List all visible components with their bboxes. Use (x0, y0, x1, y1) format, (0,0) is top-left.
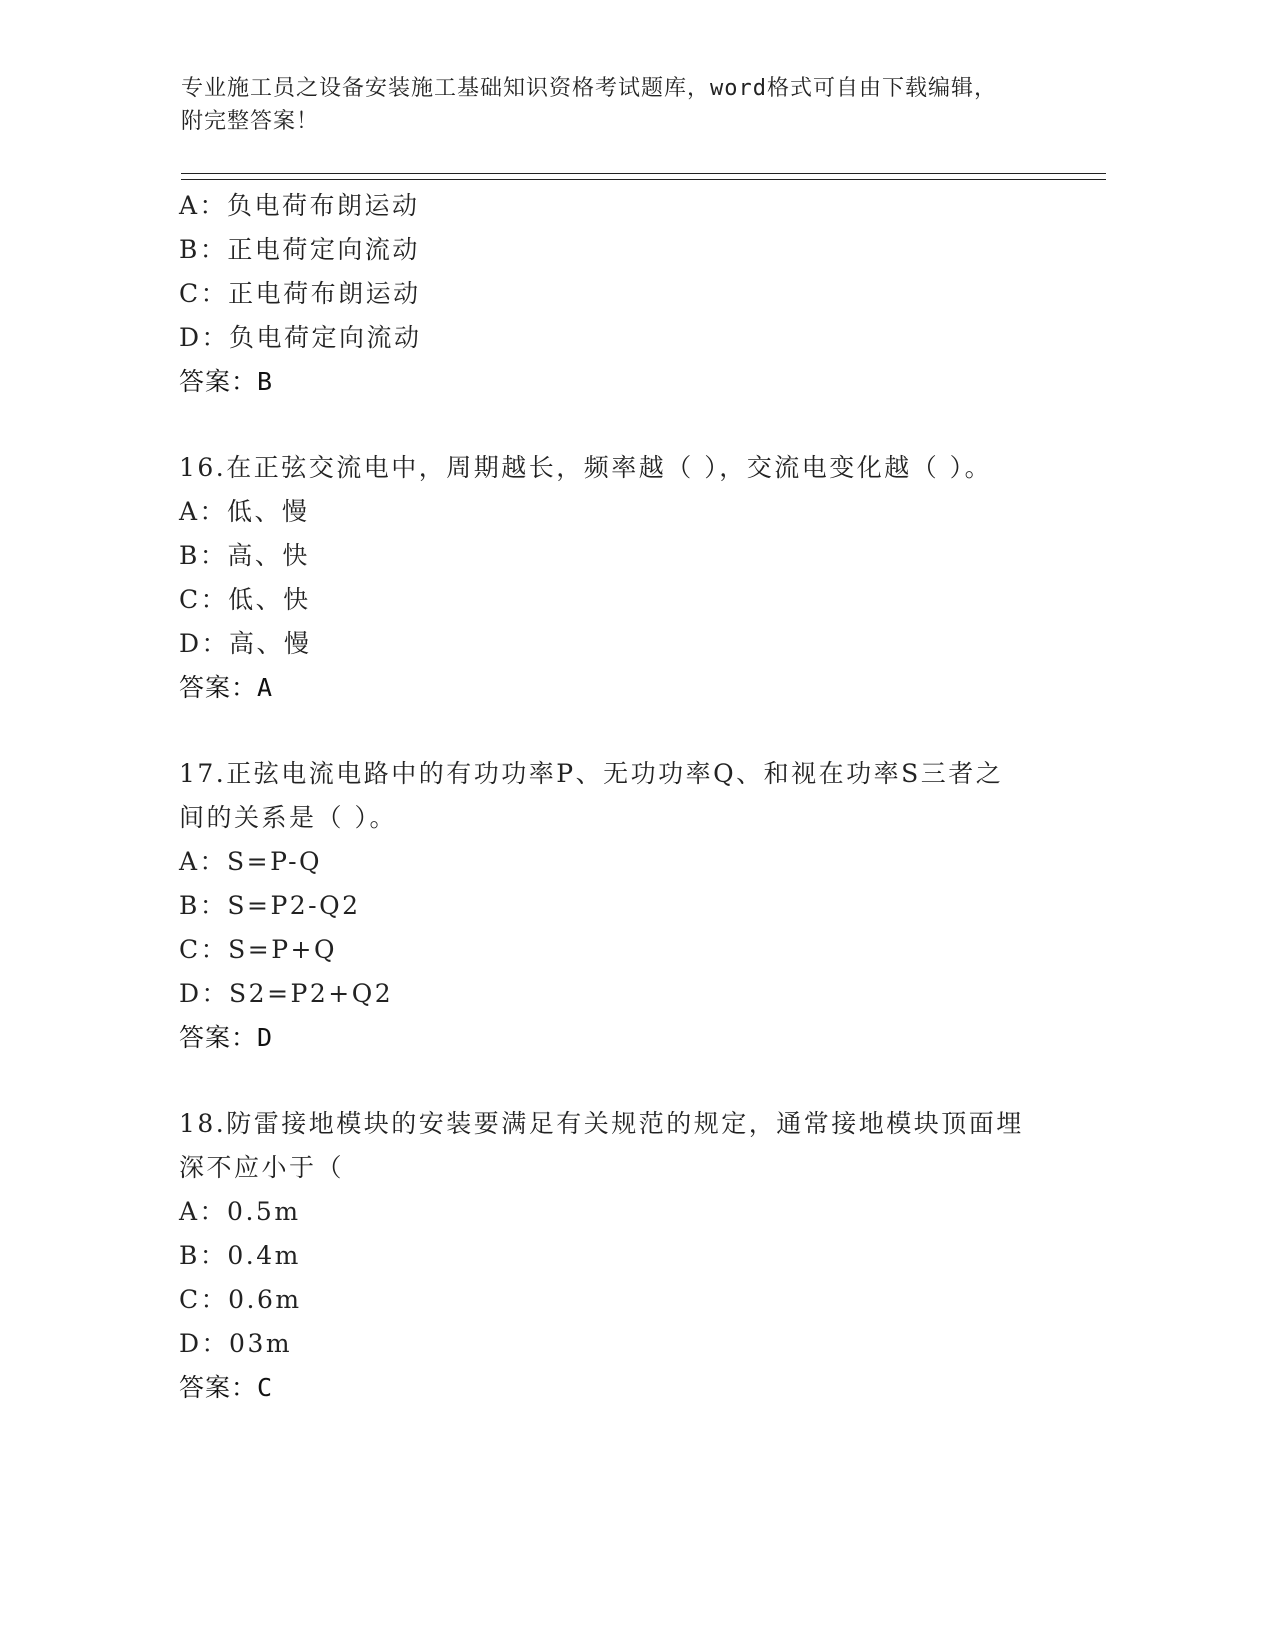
question-block-17 (179, 752, 1059, 1060)
option-a: A：S=P-Q (179, 847, 323, 876)
option-d: D：负电荷定向流动 (179, 323, 422, 352)
question-list (179, 184, 1059, 1410)
option-c: C：正电荷布朗运动 (179, 279, 421, 308)
question-block-15 (179, 184, 1059, 404)
document-header (181, 72, 1061, 138)
option-b: B：高、快 (179, 541, 310, 570)
question-text: 16.在正弦交流电中，周期越长，频率越（ ），交流电变化越（ ）。 (179, 453, 993, 482)
option-b: B：0.4m (179, 1241, 301, 1270)
option-a: A：0.5m (179, 1197, 301, 1226)
option-d: D：S2=P2+Q2 (179, 979, 394, 1008)
option-b: B：正电荷定向流动 (179, 235, 420, 264)
option-c: C：低、快 (179, 585, 311, 614)
header-rule-bottom (181, 179, 1106, 180)
answer-line: 答案：D (179, 1023, 274, 1052)
option-a: A：负电荷布朗运动 (179, 191, 420, 220)
answer-line: 答案：B (179, 367, 274, 396)
header-line-2: 附完整答案！ (181, 109, 320, 134)
question-text-line-1: 17.正弦电流电路中的有功功率P、无功功率Q、和视在功率S三者之 (179, 759, 1004, 788)
option-a: A：低、慢 (179, 497, 310, 526)
answer-line: 答案：C (179, 1373, 274, 1402)
question-text-line-2: 深不应小于（ (179, 1153, 345, 1182)
question-block-18 (179, 1102, 1059, 1410)
question-text-line-1: 18.防雷接地模块的安装要满足有关规范的规定，通常接地模块顶面埋 (179, 1109, 1024, 1138)
question-block-16 (179, 446, 1059, 710)
option-d: D：03m (179, 1329, 293, 1358)
option-c: C：0.6m (179, 1285, 302, 1314)
header-rule-top (181, 173, 1106, 174)
option-b: B：S=P2-Q2 (179, 891, 361, 920)
option-c: C：S=P+Q (179, 935, 337, 964)
answer-line: 答案：A (179, 673, 274, 702)
question-text-line-2: 间的关系是（ ）。 (179, 803, 397, 832)
header-line-1: 专业施工员之设备安装施工基础知识资格考试题库，word格式可自由下载编辑， (181, 76, 997, 101)
option-d: D：高、慢 (179, 629, 312, 658)
